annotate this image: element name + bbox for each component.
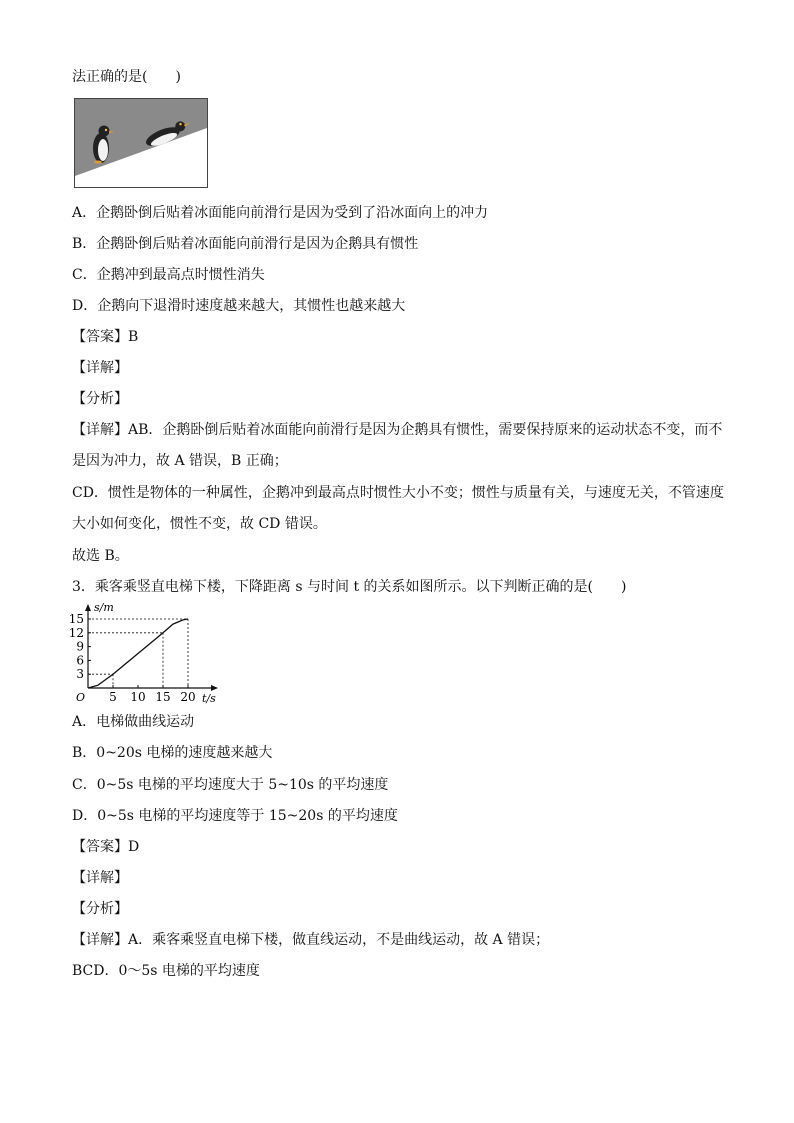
chart-y-axis-arrow [85,604,91,611]
chart-y-tick-label: 15 [68,612,84,626]
chart-xlabel: t/s [202,692,216,705]
chart-y-tick-label: 6 [76,653,84,668]
chart-x-tick-label: 20 [180,690,196,704]
q2-detail-line-2: 是因为冲力，故 A 错误，B 正确； [72,453,288,469]
q3-option-d: D．0~5s 电梯的平均速度等于 15~20s 的平均速度 [72,808,398,824]
chart-origin-label: O [76,691,86,704]
chart-ylabel: s/m [94,601,114,614]
q2-conclusion: 故选 B。 [72,548,129,564]
q2-detail-line-4: 大小如何变化，惯性不变，故 CD 错误。 [72,516,327,532]
s-t-chart [64,600,224,710]
chart-axes [85,604,218,691]
q3-analysis-heading: 【分析】 [72,901,128,917]
chart-x-tick-label: 15 [155,690,171,704]
q2-option-c: C．企鹅冲到最高点时惯性消失 [72,267,265,283]
q2-analysis-heading: 【分析】 [72,391,128,407]
chart-y-tick-label: 3 [76,667,84,682]
q3-detail-line-1: 【详解】A．乘客乘竖直电梯下楼，做直线运动，不是曲线运动，故 A 错误； [72,932,550,948]
chart-series-line [88,619,188,688]
chart-x-tick-label: 5 [109,690,117,704]
q2-option-a: A．企鹅卧倒后贴着冰面能向前滑行是因为受到了沿冰面向上的冲力 [72,205,489,221]
q3-detail-line-2: BCD．0～5s 电梯的平均速度 [72,963,260,979]
q2-detail-line-1: 【详解】AB．企鹅卧倒后贴着冰面能向前滑行是因为企鹅具有惯性，需要保持原来的运动状态不变，而不 [72,422,723,438]
q2-stem-tail: 法正确的是( ) [72,69,181,85]
q2-answer: 【答案】B [72,329,139,345]
q3-option-c: C．0~5s 电梯的平均速度大于 5~10s 的平均速度 [72,777,389,793]
q2-option-b: B．企鹅卧倒后贴着冰面能向前滑行是因为企鹅具有惯性 [72,236,419,252]
chart-x-axis-arrow [211,685,218,691]
chart-x-tick-label: 10 [130,690,146,704]
q2-option-d: D．企鹅向下退滑时速度越来越大，其惯性也越来越大 [72,298,406,314]
q3-answer: 【答案】D [72,839,140,855]
q2-detail-line-3: CD．惯性是物体的一种属性，企鹅冲到最高点时惯性大小不变；惯性与质量有关，与速度无关，不管速度 [72,485,724,501]
q3-option-a: A．电梯做曲线运动 [72,714,195,730]
q3-stem: 3．乘客乘竖直电梯下楼，下降距离 s 与时间 t 的关系如图所示。以下判断正确的是( ) [72,579,627,595]
chart-y-tick-label: 12 [68,625,84,640]
q3-option-b: B．0~20s 电梯的速度越来越大 [72,745,273,761]
q3-detail-heading: 【详解】 [72,870,128,886]
chart-y-tick-label: 9 [76,639,84,654]
q2-detail-heading: 【详解】 [72,360,128,376]
penguin-figure [74,98,208,188]
